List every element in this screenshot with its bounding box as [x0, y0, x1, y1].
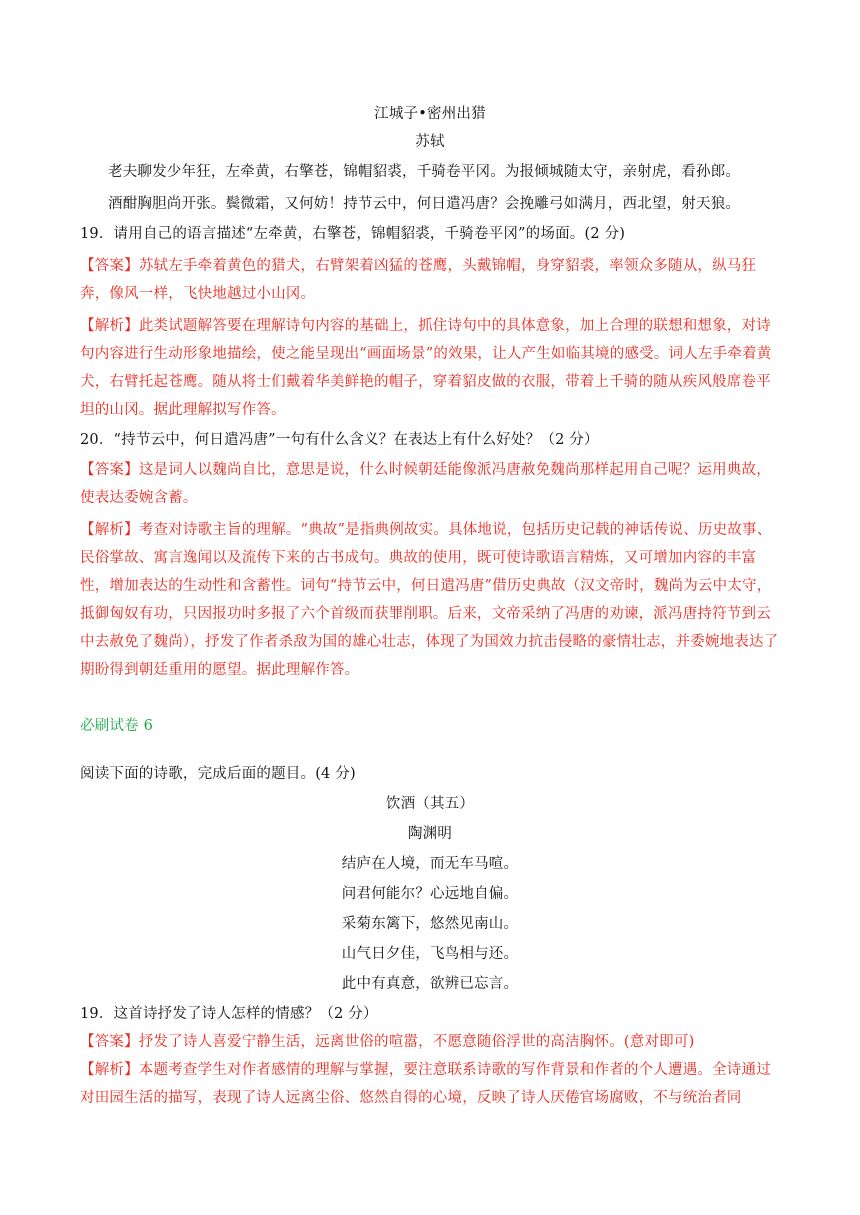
question-19b: 19．这首诗抒发了诗人怎样的情感？（2 分） — [80, 1006, 378, 1022]
answer-19a — [80, 252, 780, 308]
poem2-line: 问君何能尔？心远地自偏。 — [341, 886, 519, 902]
analysis-text: 本题考查学生对作者感情的理解与掌握，要注意联系诗歌的写作背景和作者的个人遭遇。全诗通过对田园生活的描写，表现了诗人远离尘俗、悠然自得的心境，反映了诗人厌倦官场腐败，不与统治者同 — [80, 1062, 771, 1106]
answer-text: 抒发了诗人喜爱宁静生活，远离世俗的喧嚣，不愿意随俗浮世的高洁胸怀。(意对即可) — [138, 1034, 695, 1050]
section-title: 必刷试卷 6 — [80, 718, 154, 734]
poem2-line: 采菊东篱下，悠然见南山。 — [341, 916, 519, 932]
analysis-20 — [80, 516, 780, 684]
poem1-author: 苏轼 — [415, 134, 445, 150]
analysis-tag: 【解析】 — [80, 522, 139, 538]
analysis-19b — [80, 1056, 780, 1112]
answer-20 — [80, 456, 780, 512]
analysis-19a — [80, 312, 780, 424]
answer-tag: 【答案】 — [80, 1034, 139, 1050]
question-20: 20．“持节云中，何日遣冯唐”一句有什么含义？在表达上有什么好处？（2 分） — [80, 432, 599, 448]
answer-text: 苏轼左手牵着黄色的猎犬，右臂架着凶猛的苍鹰，头戴锦帽，身穿貂裘，率领众多随从，纵马狂奔，像风一样，飞快地越过小山冈。 — [80, 258, 757, 302]
poem2-title: 饮酒（其五） — [385, 796, 475, 812]
poem1-line2: 酒酣胸胆尚开张。鬓微霜，又何妨！持节云中，何日遣冯唐？会挽雕弓如满月，西北望，射天狼。 — [108, 196, 741, 212]
answer-tag: 【答案】 — [80, 462, 139, 478]
poem2-author: 陶渊明 — [407, 826, 453, 842]
poem1-title: 江城子•密州出猎 — [374, 106, 486, 122]
question-19a: 19．请用自己的语言描述“左牵黄，右擎苍，锦帽貂裘，千骑卷平冈”的场面。(2 分) — [80, 226, 626, 242]
answer-tag: 【答案】 — [80, 258, 139, 274]
analysis-tag: 【解析】 — [80, 1062, 139, 1078]
reading-instruction: 阅读下面的诗歌，完成后面的题目。(4 分) — [80, 766, 356, 782]
analysis-tag: 【解析】 — [80, 318, 139, 334]
analysis-text: 考查对诗歌主旨的理解。“典故”是指典例故实。具体地说，包括历史记载的神话传说、历史故事、民俗掌故、寓言逸闻以及流传下来的古书成句。典故的使用，既可使诗歌语言精炼，又可增加内容的丰富性，增加表达的生动性和含蓄性。词句“持节云中，何日遣冯唐”借历史典故（汉文帝时，魏尚为云中太守，抵御匈奴有功，只因报功时多报了六个首级而获罪削职。后来，文帝采纳了冯唐的劝谏，派冯唐持符节到云中去赦免了魏尚），抒发了作者杀敌为国的雄心壮志，体现了为国效力抗击侵略的豪情壮志，并委婉地表达了期盼得到朝廷重用的愿望。据此理解作答。 — [80, 522, 779, 678]
answer-text: 这是词人以魏尚自比，意思是说，什么时候朝廷能像派冯唐赦免魏尚那样起用自己呢？运用典故，使表达委婉含蓄。 — [80, 462, 771, 506]
poem1-line1: 老夫聊发少年狂，左牵黄，右擎苍，锦帽貂裘，千骑卷平冈。为报倾城随太守，亲射虎，看孙郎。 — [108, 164, 741, 180]
poem2-line: 结庐在人境，而无车马喧。 — [341, 856, 519, 872]
poem2-line: 此中有真意，欲辨已忘言。 — [341, 976, 519, 992]
answer-19b — [80, 1028, 780, 1056]
analysis-text: 此类试题解答要在理解诗句内容的基础上，抓住诗句中的具体意象，加上合理的联想和想象，对诗句内容进行生动形象地描绘，使之能呈现出“画面场景”的效果，让人产生如临其境的感受。词人左手牵着黄犬，右臂托起苍鹰。随从将士们戴着华美鲜艳的帽子，穿着貂皮做的衣服，带着上千骑的随从疾风般席卷平坦的山冈。据此理解拟写作答。 — [80, 318, 772, 418]
poem2-line: 山气日夕佳，飞鸟相与还。 — [341, 946, 519, 962]
